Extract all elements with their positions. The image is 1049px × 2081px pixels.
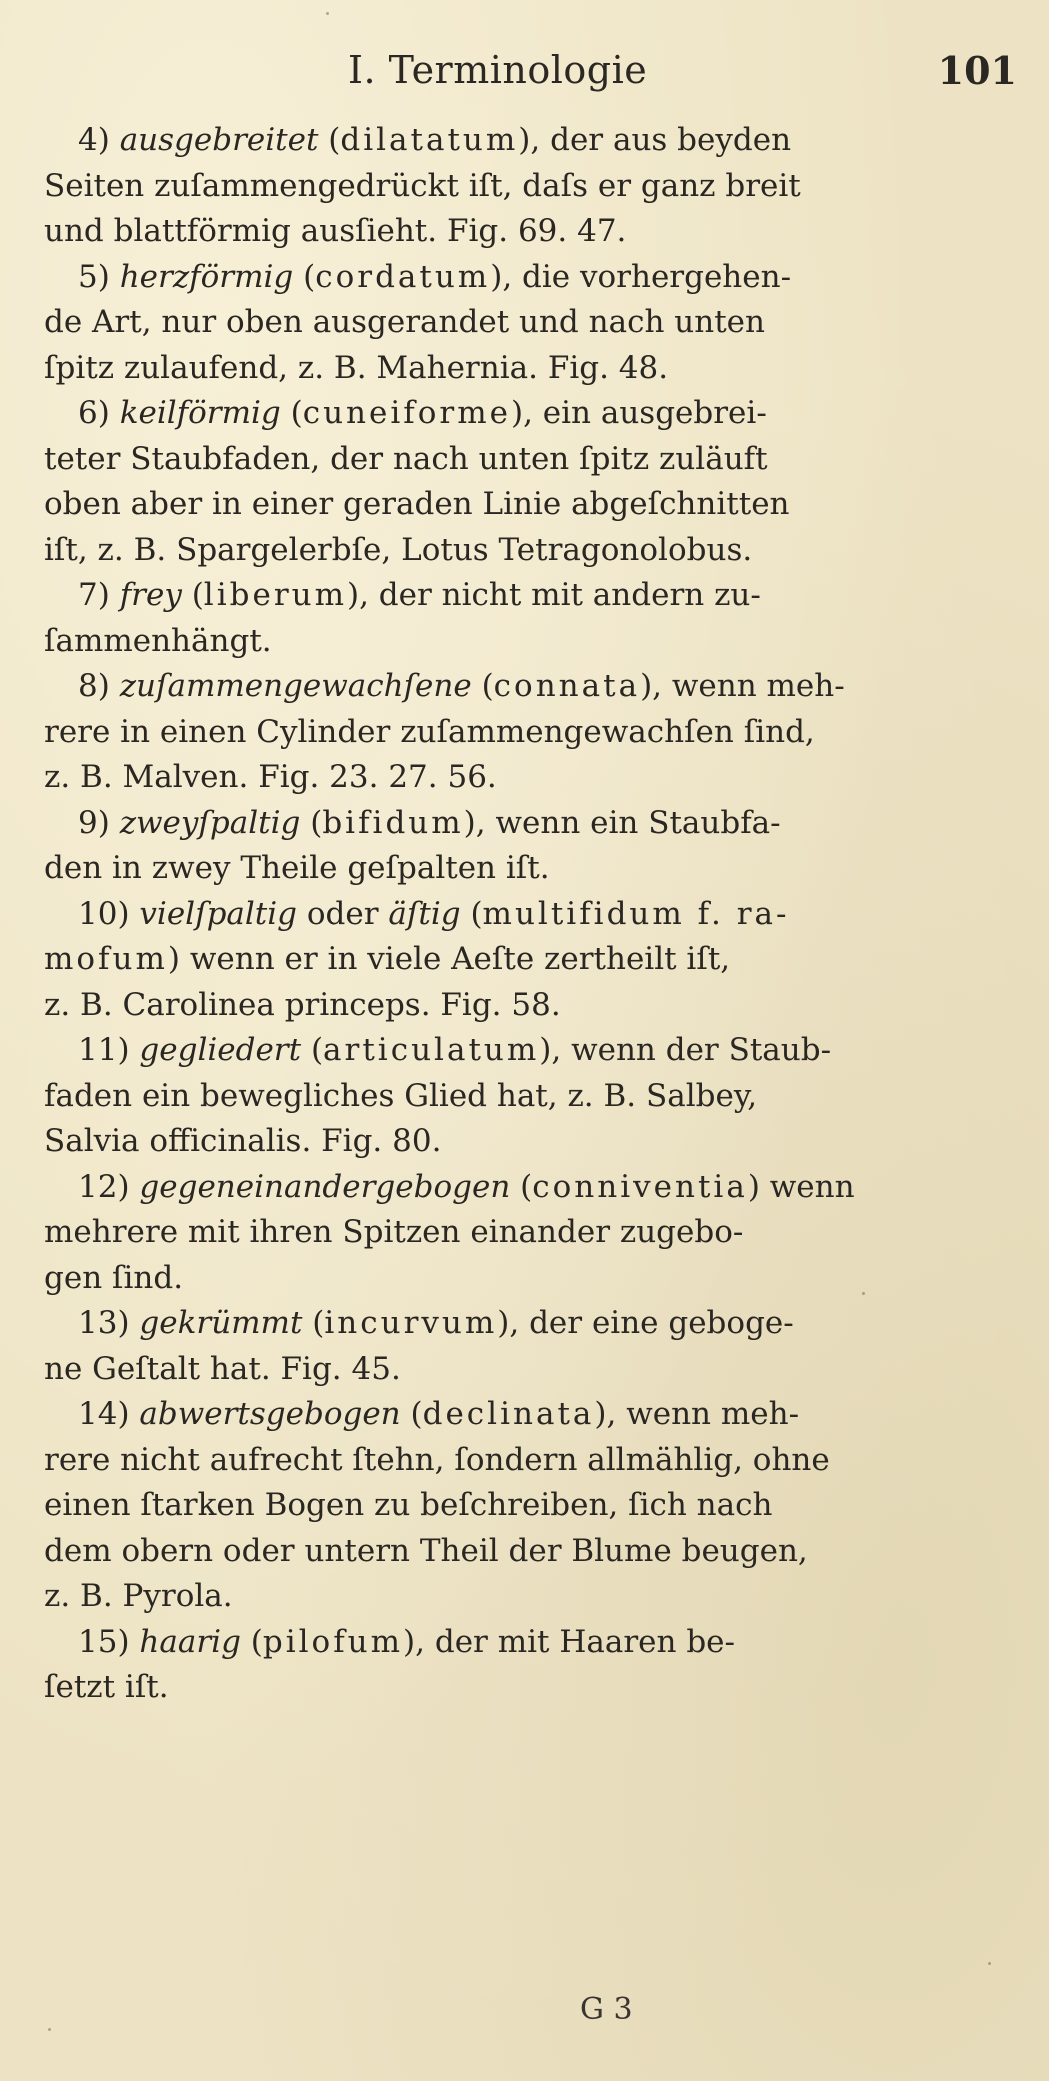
latin-term-cont: mofum [44,941,168,977]
text: ), wenn meh- [594,1396,800,1432]
entry-15 [0,1620,1049,1711]
text: ) wenn er in viele Aeſte zertheilt iſt, [167,941,731,977]
entry-14 [0,1392,1049,1620]
latin-term: multifidum [482,895,685,932]
text-line: ne Geſtalt hat. Fig. 45. [44,1350,401,1387]
text-line: oben aber in einer geraden Linie abgeſchnitten [44,486,790,522]
term: zuſammengewachſene [119,668,472,704]
punct: ( [240,1623,263,1660]
signature-mark: G 3 [580,1992,633,2027]
term: gekrümmt [139,1305,303,1341]
entry-number: 4) [78,122,110,158]
text: ), wenn der Staub- [539,1032,832,1068]
text-line: Salvia officinalis. Fig. 80. [44,1123,442,1159]
text-line: faden ein bewegliches Glied hat, z. B. Salbey, [44,1077,758,1114]
punct: ( [181,577,204,613]
latin-term: declinata [422,1396,595,1432]
punct: ( [280,395,303,431]
term: abwertsgebogen [139,1396,401,1432]
punct: ( [400,1396,423,1432]
latin-term: conniventia [532,1168,748,1205]
entry-number: 12) [78,1168,130,1205]
latin-term: connata [493,668,641,704]
entry-13 [0,1301,1049,1392]
term: gegeneinandergebogen [139,1168,511,1205]
text-line: rere nicht aufrecht ſtehn, ſondern allmählig, ohne [44,1441,830,1478]
term-alt: äſtig [388,895,461,932]
entry-number: 10) [78,895,130,932]
term: gegliedert [139,1032,302,1068]
entry-number: 15) [78,1623,130,1660]
text: ), wenn meh- [640,668,845,704]
text: ), wenn ein Staubfa- [463,804,781,841]
term: herzförmig [119,258,294,295]
text-line: teter Staubfaden, der nach unten ſpitz zuläuft [44,440,768,477]
entry-12 [0,1165,1049,1302]
entry-number: 5) [78,258,110,295]
text-line: ſetzt iſt. [44,1669,169,1705]
latin-term: incurvum [324,1305,498,1341]
entry-number: 6) [78,395,110,431]
page-number: 101 [937,48,1017,93]
punct: ( [300,804,323,841]
term: frey [119,577,182,613]
text: ), der eine geboge- [497,1305,794,1341]
entry-number: 14) [78,1396,130,1432]
text-line: dem obern oder untern Theil der Blume beugen, [44,1532,808,1569]
entry-6 [0,391,1049,573]
punct: ( [471,668,494,704]
text-line: ſpitz zulaufend, z. B. Mahernia. Fig. 48. [44,349,669,386]
latin-term: cuneiforme [302,395,511,431]
paper-speck [988,1962,991,1965]
entry-9 [0,801,1049,892]
term: ausgebreitet [119,122,319,158]
entry-number: 11) [78,1032,130,1068]
text-line: mehrere mit ihren Spitzen einander zugebo- [44,1214,744,1250]
punct: ( [302,1305,325,1341]
page-header [0,48,1049,98]
entry-10 [0,892,1049,1029]
latin-term: dilatatum [340,122,519,158]
text-line: rere in einen Cylinder zuſammengewachſen ſind, [44,713,815,750]
punct: ( [293,258,316,295]
text-line: gen ſind. [44,1259,184,1296]
latin-term: bifidum [322,804,464,841]
latin-term: cordatum [315,258,491,295]
entry-number: 9) [78,804,110,841]
text: oder [297,895,389,932]
text-line: ſammenhängt. [44,622,272,659]
text: ), der aus beyden [518,122,792,158]
text: ) wenn [747,1168,855,1205]
latin-term: liberum [203,577,347,613]
term: vielſpaltig [139,895,298,932]
text-line: und blattförmig ausſieht. Fig. 69. 47. [44,213,627,249]
term: haarig [139,1623,241,1660]
latin-term: articulatum [323,1032,540,1068]
punct: ( [318,122,341,158]
text: ), der mit Haaren be- [403,1623,735,1660]
text-line: den in zwey Theile geſpalten iſt. [44,850,550,886]
entry-11 [0,1028,1049,1165]
text-line: z. B. Pyrola. [44,1578,233,1614]
text-line: iſt, z. B. Spargelerbſe, Lotus Tetragonolobus. [44,531,753,568]
text-line: z. B. Malven. Fig. 23. 27. 56. [44,759,497,795]
text-line: de Art, nur oben ausgerandet und nach unten [44,304,765,340]
latin-term: pilofum [262,1623,404,1660]
text: ), ein ausgebrei- [510,395,767,431]
text-line: Seiten zuſammengedrückt iſt, daſs er ganz breit [44,167,801,204]
entry-number: 13) [78,1305,130,1341]
text-line: einen ſtarken Bogen zu beſchreiben, ſich nach [44,1487,773,1523]
punct: ( [460,895,483,932]
punct: ( [301,1032,324,1068]
punct: ( [510,1168,533,1205]
paper-speck [862,1292,865,1295]
term: zweyſpaltig [119,804,301,841]
entry-4 [0,118,1049,255]
running-title: I. Terminologie [348,48,648,92]
entry-8 [0,664,1049,801]
paper-speck [48,2028,51,2031]
text: ), der nicht mit andern zu- [347,577,761,613]
entry-7 [0,573,1049,664]
entry-5 [0,255,1049,392]
latin-term-cont: f. ra- [684,895,790,932]
paper-speck [326,12,329,15]
body-text [0,118,1049,1711]
entry-number: 8) [78,668,110,704]
text-line: z. B. Carolinea princeps. Fig. 58. [44,986,561,1023]
text: ), die vorhergehen- [490,258,792,295]
term: keilförmig [119,395,281,431]
entry-number: 7) [78,577,110,613]
